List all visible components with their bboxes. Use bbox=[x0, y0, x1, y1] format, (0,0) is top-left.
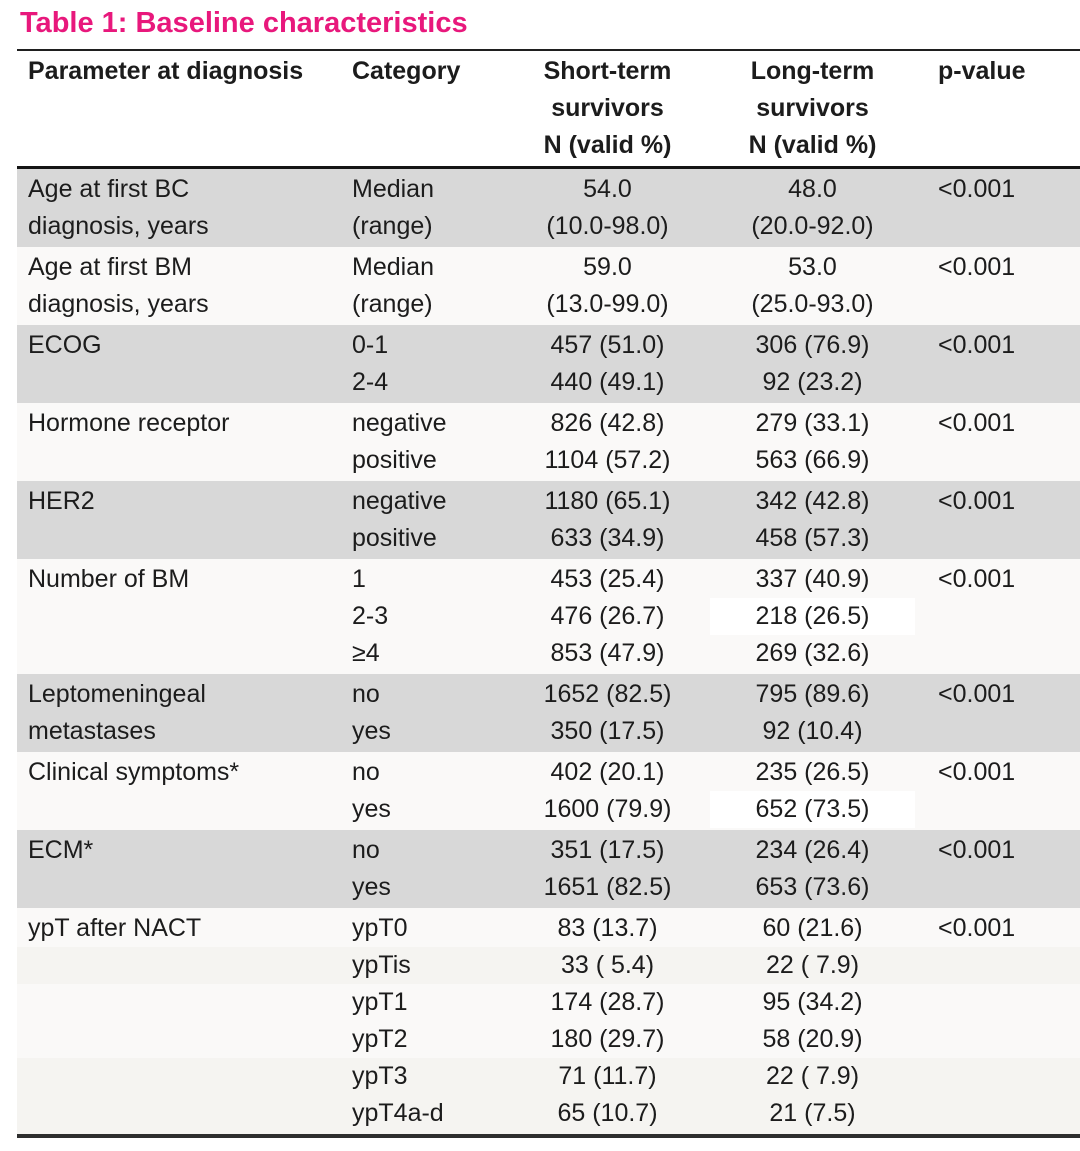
short-term-cell bbox=[505, 247, 710, 325]
cell-line: 54.0 bbox=[583, 175, 632, 203]
cell-line: (10.0-98.0) bbox=[546, 212, 669, 240]
cell-line: negative bbox=[352, 487, 447, 515]
long-term-cell bbox=[710, 752, 915, 830]
cell-line: 457 (51.0) bbox=[550, 331, 665, 359]
category-cell bbox=[340, 830, 505, 908]
long-term-cell bbox=[710, 481, 915, 559]
cell-line: 60 (21.6) bbox=[762, 914, 863, 942]
cell-line: (range) bbox=[352, 212, 433, 240]
cell-line: metastases bbox=[28, 717, 156, 745]
cell-line: positive bbox=[352, 524, 437, 552]
cell-line: 306 (76.9) bbox=[755, 331, 870, 359]
p-value: <0.001 bbox=[938, 758, 1016, 786]
category-cell bbox=[340, 247, 505, 325]
short-term-cell bbox=[505, 559, 710, 674]
table-row bbox=[17, 908, 1080, 1136]
cell-line: Number of BM bbox=[28, 565, 190, 593]
cell-line: 653 (73.6) bbox=[755, 873, 870, 901]
cell-line: no bbox=[352, 836, 380, 864]
short-term-cell bbox=[505, 674, 710, 752]
cell-line: 235 (26.5) bbox=[755, 758, 870, 786]
parameter-cell bbox=[17, 908, 340, 1136]
cell-line: yes bbox=[352, 717, 391, 745]
p-value: <0.001 bbox=[938, 914, 1016, 942]
p-value-cell bbox=[915, 559, 1080, 674]
cell-line: HER2 bbox=[28, 487, 95, 515]
parameter-cell bbox=[17, 752, 340, 830]
table-row bbox=[17, 481, 1080, 559]
col-header-line: N (valid %) bbox=[748, 131, 877, 159]
cell-line: 269 (32.6) bbox=[755, 639, 870, 667]
cell-line: no bbox=[352, 758, 380, 786]
cell-line: 351 (17.5) bbox=[550, 836, 665, 864]
cell-line: ECOG bbox=[28, 331, 102, 359]
cell-line: Leptomeningeal bbox=[28, 680, 206, 708]
cell-line: 92 (23.2) bbox=[762, 368, 863, 396]
cell-line: Age at first BM bbox=[28, 253, 192, 281]
category-cell bbox=[340, 168, 505, 248]
short-term-cell bbox=[505, 830, 710, 908]
col-header-line: Long-term bbox=[750, 57, 875, 85]
short-term-cell bbox=[505, 325, 710, 403]
cell-line: 1600 (79.9) bbox=[543, 795, 672, 823]
cell-line: 1180 (65.1) bbox=[544, 487, 671, 515]
col-header-short-term bbox=[505, 50, 710, 168]
cell-line: Median bbox=[352, 253, 434, 281]
parameter-cell bbox=[17, 674, 340, 752]
cell-line: yes bbox=[352, 873, 391, 901]
cell-line: 59.0 bbox=[583, 253, 632, 281]
cell-line: ypT1 bbox=[352, 988, 408, 1016]
cell-line: 2-4 bbox=[352, 368, 389, 396]
short-term-cell bbox=[505, 481, 710, 559]
cell-line: 826 (42.8) bbox=[550, 409, 665, 437]
cell-line: 21 (7.5) bbox=[769, 1099, 856, 1127]
long-term-cell bbox=[710, 908, 915, 1136]
p-value: <0.001 bbox=[938, 680, 1016, 708]
p-value-cell bbox=[915, 325, 1080, 403]
cell-line: 33 ( 5.4) bbox=[560, 951, 655, 979]
category-cell bbox=[340, 481, 505, 559]
table-row bbox=[17, 247, 1080, 325]
cell-line: ypT3 bbox=[352, 1062, 408, 1090]
category-cell bbox=[340, 403, 505, 481]
cell-line: 652 (73.5) bbox=[710, 791, 915, 828]
long-term-cell bbox=[710, 674, 915, 752]
table-row bbox=[17, 559, 1080, 674]
p-value-cell bbox=[915, 403, 1080, 481]
category-cell bbox=[340, 559, 505, 674]
p-value-cell bbox=[915, 481, 1080, 559]
cell-line: Clinical symptoms* bbox=[28, 758, 240, 786]
cell-line: 58 (20.9) bbox=[762, 1025, 863, 1053]
cell-line: ypTis bbox=[352, 951, 411, 979]
table-row bbox=[17, 674, 1080, 752]
long-term-cell bbox=[710, 403, 915, 481]
cell-line: diagnosis, years bbox=[28, 290, 209, 318]
col-header-line: survivors bbox=[756, 94, 869, 122]
cell-line: ypT0 bbox=[352, 914, 408, 942]
cell-line: 342 (42.8) bbox=[755, 487, 870, 515]
cell-line: diagnosis, years bbox=[28, 212, 209, 240]
p-value: <0.001 bbox=[938, 565, 1016, 593]
p-value-cell bbox=[915, 752, 1080, 830]
cell-line: 218 (26.5) bbox=[710, 598, 915, 635]
cell-line: ypT4a-d bbox=[352, 1099, 444, 1127]
col-header-category bbox=[340, 50, 505, 168]
col-header-p-value bbox=[915, 50, 1080, 168]
col-header-p-value-label: p-value bbox=[938, 57, 1026, 85]
table-row bbox=[17, 168, 1080, 248]
cell-line: 563 (66.9) bbox=[755, 446, 870, 474]
cell-line: 1651 (82.5) bbox=[543, 873, 672, 901]
page-title: Table 1: Baseline characteristics bbox=[20, 7, 468, 39]
long-term-cell bbox=[710, 247, 915, 325]
cell-line: negative bbox=[352, 409, 447, 437]
parameter-cell bbox=[17, 325, 340, 403]
short-term-cell bbox=[505, 168, 710, 248]
col-header-line: Short-term bbox=[543, 57, 672, 85]
table-row bbox=[17, 325, 1080, 403]
cell-line: (20.0-92.0) bbox=[751, 212, 874, 240]
cell-line: ypT2 bbox=[352, 1025, 408, 1053]
col-header-long-term bbox=[710, 50, 915, 168]
cell-line: 633 (34.9) bbox=[550, 524, 665, 552]
p-value: <0.001 bbox=[938, 409, 1016, 437]
cell-line: Age at first BC bbox=[28, 175, 190, 203]
table-row bbox=[17, 830, 1080, 908]
cell-line: 0-1 bbox=[352, 331, 389, 359]
short-term-cell bbox=[505, 752, 710, 830]
category-cell bbox=[340, 325, 505, 403]
cell-line: 1652 (82.5) bbox=[543, 680, 672, 708]
long-term-cell bbox=[710, 168, 915, 248]
p-value: <0.001 bbox=[938, 836, 1016, 864]
category-cell bbox=[340, 674, 505, 752]
p-value: <0.001 bbox=[938, 331, 1016, 359]
cell-line: 1 bbox=[352, 565, 366, 593]
cell-line: no bbox=[352, 680, 380, 708]
parameter-cell bbox=[17, 403, 340, 481]
cell-line: 22 ( 7.9) bbox=[765, 951, 860, 979]
cell-line: 53.0 bbox=[788, 253, 837, 281]
p-value-cell bbox=[915, 168, 1080, 248]
cell-line: ECM* bbox=[28, 836, 94, 864]
cell-line: 476 (26.7) bbox=[550, 602, 665, 630]
p-value: <0.001 bbox=[938, 253, 1016, 281]
cell-line: 337 (40.9) bbox=[755, 565, 870, 593]
table-row bbox=[17, 752, 1080, 830]
cell-line: 795 (89.6) bbox=[755, 680, 870, 708]
cell-line: 453 (25.4) bbox=[550, 565, 665, 593]
short-term-cell bbox=[505, 908, 710, 1136]
table-body bbox=[17, 168, 1080, 1137]
cell-line: 83 (13.7) bbox=[557, 914, 658, 942]
cell-line: 234 (26.4) bbox=[755, 836, 870, 864]
cell-line: 1104 (57.2) bbox=[544, 446, 671, 474]
cell-line: Hormone receptor bbox=[28, 409, 230, 437]
long-term-cell bbox=[710, 325, 915, 403]
col-header-parameter-label: Parameter at diagnosis bbox=[28, 57, 304, 85]
p-value-cell bbox=[915, 674, 1080, 752]
p-value-cell bbox=[915, 247, 1080, 325]
parameter-cell bbox=[17, 559, 340, 674]
long-term-cell bbox=[710, 830, 915, 908]
baseline-characteristics-table bbox=[17, 49, 1080, 1138]
parameter-cell bbox=[17, 481, 340, 559]
long-term-cell bbox=[710, 559, 915, 674]
cell-line: yes bbox=[352, 795, 391, 823]
cell-line: 402 (20.1) bbox=[550, 758, 665, 786]
header-row bbox=[17, 50, 1080, 168]
cell-line: (range) bbox=[352, 290, 433, 318]
cell-line: 279 (33.1) bbox=[755, 409, 870, 437]
p-value-cell bbox=[915, 830, 1080, 908]
cell-line: 174 (28.7) bbox=[550, 988, 665, 1016]
cell-line: 853 (47.9) bbox=[550, 639, 665, 667]
col-header-parameter bbox=[17, 50, 340, 168]
cell-line: 180 (29.7) bbox=[550, 1025, 665, 1053]
cell-line: 92 (10.4) bbox=[762, 717, 863, 745]
p-value: <0.001 bbox=[938, 175, 1016, 203]
category-cell bbox=[340, 752, 505, 830]
p-value-cell bbox=[915, 908, 1080, 1136]
col-header-line: survivors bbox=[551, 94, 664, 122]
parameter-cell bbox=[17, 830, 340, 908]
cell-line: 458 (57.3) bbox=[755, 524, 870, 552]
table-row bbox=[17, 403, 1080, 481]
cell-line: (25.0-93.0) bbox=[751, 290, 874, 318]
table-header bbox=[17, 50, 1080, 168]
cell-line: (13.0-99.0) bbox=[546, 290, 669, 318]
p-value: <0.001 bbox=[938, 487, 1016, 515]
cell-line: 71 (11.7) bbox=[558, 1062, 657, 1090]
category-cell bbox=[340, 908, 505, 1136]
parameter-cell bbox=[17, 168, 340, 248]
data-table bbox=[17, 49, 1080, 1138]
short-term-cell bbox=[505, 403, 710, 481]
cell-line: ≥4 bbox=[352, 639, 380, 667]
cell-line: positive bbox=[352, 446, 437, 474]
parameter-cell bbox=[17, 247, 340, 325]
cell-line: 350 (17.5) bbox=[550, 717, 665, 745]
cell-line: 48.0 bbox=[788, 175, 837, 203]
cell-line: 95 (34.2) bbox=[762, 988, 863, 1016]
col-header-category-label: Category bbox=[352, 57, 461, 85]
cell-line: ypT after NACT bbox=[28, 914, 202, 942]
cell-line: 2-3 bbox=[352, 602, 389, 630]
cell-line: 22 ( 7.9) bbox=[765, 1062, 860, 1090]
cell-line: 440 (49.1) bbox=[550, 368, 665, 396]
col-header-line: N (valid %) bbox=[543, 131, 672, 159]
cell-line: 65 (10.7) bbox=[557, 1099, 658, 1127]
cell-line: Median bbox=[352, 175, 434, 203]
